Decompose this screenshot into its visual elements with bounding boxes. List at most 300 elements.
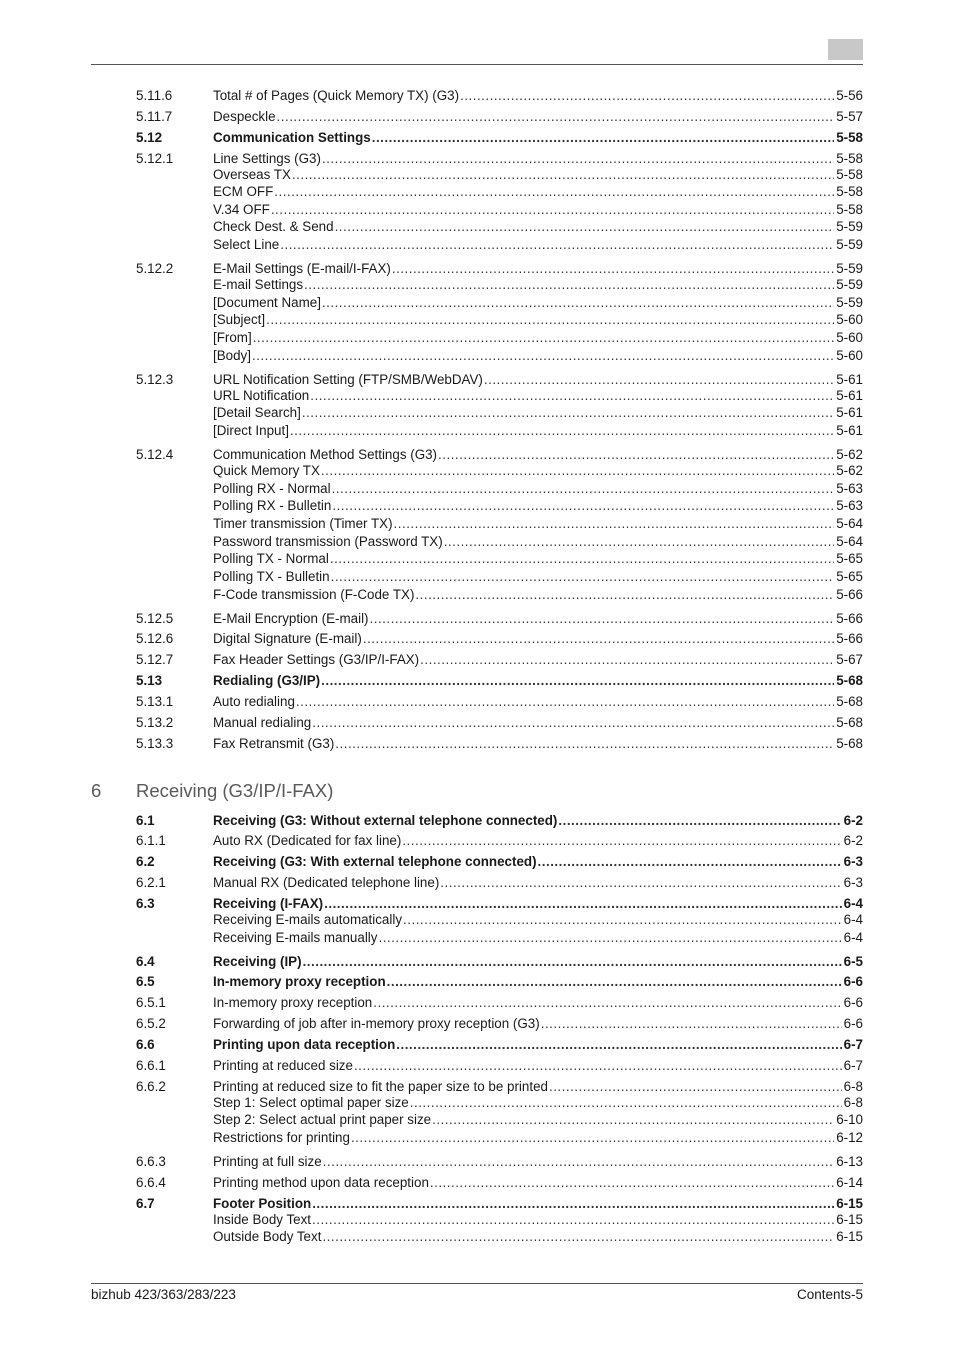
toc-dot-leader — [330, 550, 834, 568]
toc-entry-title: [Body] — [213, 348, 251, 363]
toc-subentry[interactable] — [136, 294, 863, 312]
toc-entry-title: Despeckle — [213, 109, 276, 124]
toc-entry[interactable] — [136, 714, 863, 732]
toc-entry-line — [213, 973, 863, 991]
header-tab-marker — [828, 39, 863, 60]
toc-subentry[interactable] — [136, 568, 863, 586]
toc-entry-title: [Detail Search] — [213, 405, 301, 420]
toc-entry-title: Outside Body Text — [213, 1229, 322, 1244]
toc-entry-line — [213, 1111, 863, 1129]
toc-entry-page: 5-62 — [836, 447, 863, 462]
toc-entry-page: 6-8 — [843, 1095, 863, 1110]
toc-entry-page: 5-58 — [836, 202, 863, 217]
toc-dot-leader — [402, 832, 841, 850]
toc-entry-number: 6.2 — [136, 854, 155, 869]
toc-entry-number: 6.5 — [136, 974, 155, 989]
toc-entry-page: 5-67 — [836, 652, 863, 667]
toc-entry-line — [213, 610, 863, 628]
toc-entry-number: 5.12.2 — [136, 261, 174, 276]
toc-entry-title: E-mail Settings — [213, 277, 304, 292]
toc-entry-line — [213, 294, 863, 312]
toc-entry-line — [213, 387, 863, 405]
toc-entry-title: ECM OFF — [213, 184, 274, 199]
toc-entry-line — [213, 853, 863, 871]
toc-dot-leader — [274, 183, 834, 201]
toc-entry-title: Inside Body Text — [213, 1212, 312, 1227]
toc-entry-number: 5.13 — [136, 673, 163, 688]
toc-entry[interactable] — [136, 1036, 863, 1054]
toc-entry-title: [Direct Input] — [213, 423, 289, 438]
toc-entry-line — [213, 651, 863, 669]
toc-entry-number: 6.5.2 — [136, 1016, 166, 1031]
toc-dot-leader — [290, 422, 834, 440]
toc-entry-line — [213, 714, 863, 732]
toc-entry-number: 6.4 — [136, 954, 155, 969]
toc-subentry[interactable] — [136, 276, 863, 294]
toc-entry-line — [213, 630, 863, 648]
toc-entry[interactable] — [136, 973, 863, 991]
toc-dot-leader — [410, 1094, 842, 1112]
toc-entry-number: 6.6.3 — [136, 1154, 166, 1169]
toc-entry-number: 5.12.7 — [136, 652, 174, 667]
toc-subentry[interactable] — [136, 183, 863, 201]
footer-product-name: bizhub 423/363/283/223 — [91, 1287, 236, 1302]
toc-dot-leader — [322, 294, 834, 312]
toc-entry-page: 5-57 — [836, 109, 863, 124]
toc-entry-line — [213, 497, 863, 515]
toc-entry-line — [213, 108, 863, 126]
toc-entry-page: 6-4 — [843, 930, 863, 945]
toc-entry-page: 5-59 — [836, 277, 863, 292]
toc-entry-title: Password transmission (Password TX) — [213, 534, 443, 549]
toc-entry-page: 5-66 — [836, 611, 863, 626]
toc-dot-leader — [558, 812, 841, 830]
toc-entry-number: 6.7 — [136, 1196, 155, 1211]
toc-entry-page: 6-4 — [843, 896, 863, 911]
toc-dot-leader — [378, 929, 841, 947]
toc-entry-page: 5-68 — [836, 715, 863, 730]
toc-subentry[interactable] — [136, 462, 863, 480]
toc-entry-number: 6.1 — [136, 813, 155, 828]
toc-entry-title: Printing at reduced size to fit the paper size to be printed — [213, 1079, 548, 1094]
toc-dot-leader — [335, 735, 834, 753]
toc-subentry[interactable] — [136, 166, 863, 184]
toc-entry-line — [213, 586, 863, 604]
toc-entry-page: 5-58 — [836, 167, 863, 182]
toc-entry-page: 5-60 — [836, 330, 863, 345]
toc-dot-leader — [370, 610, 835, 628]
toc-entry-page: 6-15 — [836, 1212, 863, 1227]
toc-entry-line — [213, 832, 863, 850]
toc-dot-leader — [296, 693, 834, 711]
toc-entry-page: 6-4 — [843, 912, 863, 927]
toc-dot-leader — [430, 1174, 834, 1192]
toc-dot-leader — [312, 714, 834, 732]
toc-entry-page: 5-68 — [836, 673, 863, 688]
toc-entry-title: Printing upon data reception — [213, 1037, 396, 1052]
toc-entry-line — [213, 874, 863, 892]
toc-entry-number: 6.6.1 — [136, 1058, 166, 1073]
toc-entry-line — [213, 515, 863, 533]
toc-dot-leader — [277, 108, 835, 126]
toc-subentry[interactable] — [136, 422, 863, 440]
toc-entry-page: 5-61 — [836, 423, 863, 438]
toc-entry-page: 6-6 — [843, 1016, 863, 1031]
toc-entry-page: 5-66 — [836, 587, 863, 602]
toc-entry-number: 6.2.1 — [136, 875, 166, 890]
toc-entry-title: Manual redialing — [213, 715, 312, 730]
toc-entry-number: 6.3 — [136, 896, 155, 911]
toc-entry[interactable] — [136, 853, 863, 871]
toc-entry-line — [213, 201, 863, 219]
toc-entry[interactable] — [136, 832, 863, 850]
toc-entry-title: Communication Settings — [213, 130, 371, 145]
toc-entry-number: 5.12.3 — [136, 372, 174, 387]
toc-dot-leader — [323, 1153, 835, 1171]
toc-entry-line — [213, 1228, 863, 1246]
toc-entry-title: Receiving (G3: Without external telephone connected) — [213, 813, 558, 828]
toc-entry-line — [213, 329, 863, 347]
toc-entry-line — [213, 911, 863, 929]
toc-entry-title: Polling RX - Bulletin — [213, 498, 332, 513]
toc-entry-page: 5-61 — [836, 388, 863, 403]
toc-entry-number: 5.12.1 — [136, 151, 174, 166]
toc-entry-page: 5-56 — [836, 88, 863, 103]
toc-entry-line — [213, 404, 863, 422]
toc-dot-leader — [440, 874, 841, 892]
toc-dot-leader — [310, 387, 834, 405]
toc-entry-page: 5-66 — [836, 631, 863, 646]
toc-entry-page: 6-8 — [843, 1079, 863, 1094]
toc-entry-line — [213, 218, 863, 236]
toc-entry-line — [213, 87, 863, 105]
toc-entry-number: 5.11.7 — [136, 109, 173, 124]
toc-entry-number: 5.12 — [136, 130, 163, 145]
toc-entry-title: Printing at reduced size — [213, 1058, 353, 1073]
toc-entry-line — [213, 129, 863, 147]
toc-entry-title: Auto redialing — [213, 694, 295, 709]
toc-entry[interactable] — [136, 812, 863, 830]
toc-dot-leader — [321, 462, 834, 480]
toc-entry-title: E-Mail Encryption (E-mail) — [213, 611, 369, 626]
toc-entry-number: 5.13.2 — [136, 715, 174, 730]
toc-subentry[interactable] — [136, 1211, 863, 1229]
toc-dot-leader — [303, 953, 842, 971]
toc-subentry[interactable] — [136, 347, 863, 365]
toc-entry-title: Receiving E-mails manually — [213, 930, 378, 945]
toc-entry-title: Quick Memory TX — [213, 463, 320, 478]
toc-entry-line — [213, 480, 863, 498]
toc-subentry[interactable] — [136, 497, 863, 515]
toc-dot-leader — [322, 1228, 834, 1246]
toc-entry-page: 6-2 — [843, 813, 863, 828]
toc-entry-page: 5-61 — [836, 405, 863, 420]
toc-entry-number: 5.12.4 — [136, 447, 174, 462]
toc-entry-page: 6-6 — [843, 995, 863, 1010]
toc-entry-page: 6-2 — [843, 833, 863, 848]
chapter-title: Receiving (G3/IP/I-FAX) — [136, 780, 334, 801]
toc-entry-number: 5.13.3 — [136, 736, 174, 751]
toc-dot-leader — [292, 166, 834, 184]
toc-entry-page: 5-62 — [836, 463, 863, 478]
toc-entry-page: 5-63 — [836, 481, 863, 496]
toc-entry-number: 5.11.6 — [136, 88, 173, 103]
toc-entry-line — [213, 735, 863, 753]
toc-entry[interactable] — [136, 1174, 863, 1192]
toc-entry-page: 5-59 — [836, 219, 863, 234]
toc-entry-page: 6-14 — [836, 1175, 863, 1190]
toc-entry-number: 6.1.1 — [136, 833, 166, 848]
toc-entry-title: Step 2: Select actual print paper size — [213, 1112, 432, 1127]
toc-subentry[interactable] — [136, 404, 863, 422]
footer-page-label: Contents-5 — [796, 1287, 863, 1302]
toc-subentry[interactable] — [136, 586, 863, 604]
toc-entry-title: Receiving (G3: With external telephone connected) — [213, 854, 537, 869]
toc-entry[interactable] — [136, 735, 863, 753]
toc-entry-line — [213, 311, 863, 329]
toc-dot-leader — [302, 404, 834, 422]
toc-entry-line — [213, 1174, 863, 1192]
toc-entry-line — [213, 422, 863, 440]
toc-entry-title: In-memory proxy reception — [213, 995, 373, 1010]
toc-dot-leader — [312, 1211, 834, 1229]
toc-dot-leader — [396, 1036, 841, 1054]
toc-entry-line — [213, 550, 863, 568]
toc-entry-title: F-Code transmission (F-Code TX) — [213, 587, 415, 602]
toc-entry-title: Redialing (G3/IP) — [213, 673, 321, 688]
toc-entry[interactable] — [136, 874, 863, 892]
toc-subentry[interactable] — [136, 387, 863, 405]
toc-entry-title: E-Mail Settings (E-mail/I-FAX) — [213, 261, 391, 276]
header-rule — [91, 64, 863, 65]
toc-entry-line — [213, 347, 863, 365]
toc-entry-line — [213, 1015, 863, 1033]
toc-subentry[interactable] — [136, 550, 863, 568]
toc-entry-number: 6.6.4 — [136, 1175, 166, 1190]
toc-dot-leader — [331, 568, 835, 586]
toc-entry-title: Receiving (IP) — [213, 954, 302, 969]
toc-entry-title: Check Dest. & Send — [213, 219, 334, 234]
toc-entry-title: Manual RX (Dedicated telephone line) — [213, 875, 440, 890]
toc-dot-leader — [304, 276, 834, 294]
toc-dot-leader — [444, 533, 834, 551]
toc-subentry[interactable] — [136, 201, 863, 219]
toc-entry-line — [213, 1057, 863, 1075]
toc-dot-leader — [266, 311, 834, 329]
toc-entry-page: 5-68 — [836, 736, 863, 751]
toc-entry[interactable] — [136, 1153, 863, 1171]
toc-entry-line — [213, 533, 863, 551]
toc-dot-leader — [538, 853, 842, 871]
toc-entry-title: Line Settings (G3) — [213, 151, 321, 166]
toc-entry[interactable] — [136, 129, 863, 147]
toc-entry-page: 6-3 — [843, 854, 863, 869]
footer-rule — [91, 1283, 863, 1284]
toc-dot-leader — [363, 630, 834, 648]
toc-entry[interactable] — [136, 651, 863, 669]
toc-entry[interactable] — [136, 994, 863, 1012]
toc-dot-leader — [332, 497, 834, 515]
toc-subentry[interactable] — [136, 911, 863, 929]
toc-entry-line — [213, 1094, 863, 1112]
toc-dot-leader — [354, 1057, 842, 1075]
toc-entry-number: 6.5.1 — [136, 995, 166, 1010]
toc-entry-title: URL Notification Setting (FTP/SMB/WebDAV) — [213, 372, 483, 387]
toc-entry-title: Forwarding of job after in-memory proxy reception (G3) — [213, 1016, 540, 1031]
toc-entry-title: Communication Method Settings (G3) — [213, 447, 438, 462]
toc-entry-line — [213, 693, 863, 711]
toc-dot-leader — [372, 129, 834, 147]
toc-entry-title: Receiving E-mails automatically — [213, 912, 403, 927]
toc-dot-leader — [420, 651, 834, 669]
toc-dot-leader — [432, 1111, 834, 1129]
toc-entry-line — [213, 1129, 863, 1147]
toc-entry-title: Polling TX - Normal — [213, 551, 329, 566]
toc-dot-leader — [280, 236, 834, 254]
toc-entry-title: Overseas TX — [213, 167, 291, 182]
toc-entry-page: 5-61 — [836, 372, 863, 387]
toc-entry-title: Polling TX - Bulletin — [213, 569, 330, 584]
toc-entry-number: 5.12.6 — [136, 631, 174, 646]
toc-entry-page: 5-65 — [836, 569, 863, 584]
toc-entry-title: Step 1: Select optimal paper size — [213, 1095, 409, 1110]
toc-entry-title: Printing method upon data reception — [213, 1175, 429, 1190]
toc-subentry[interactable] — [136, 1094, 863, 1112]
toc-subentry[interactable] — [136, 1111, 863, 1129]
toc-entry-page: 5-65 — [836, 551, 863, 566]
toc-dot-leader — [373, 994, 841, 1012]
toc-dot-leader — [351, 1129, 834, 1147]
toc-entry-number: 6.6 — [136, 1037, 155, 1052]
toc-entry-line — [213, 994, 863, 1012]
toc-entry-page: 6-10 — [836, 1112, 863, 1127]
toc-dot-leader — [394, 515, 835, 533]
toc-subentry[interactable] — [136, 236, 863, 254]
toc-entry-page: 6-5 — [843, 954, 863, 969]
toc-entry-line — [213, 672, 863, 690]
toc-entry-page: 5-64 — [836, 534, 863, 549]
toc-entry-title: [Document Name] — [213, 295, 321, 310]
toc-entry[interactable] — [136, 1057, 863, 1075]
toc-entry-number: 5.12.5 — [136, 611, 174, 626]
toc-entry-title: Fax Retransmit (G3) — [213, 736, 335, 751]
toc-entry-title: V.34 OFF — [213, 202, 270, 217]
toc-entry-line — [213, 812, 863, 830]
toc-entry-title: In-memory proxy reception — [213, 974, 386, 989]
toc-entry-page: 5-59 — [836, 261, 863, 276]
toc-entry-page: 5-60 — [836, 312, 863, 327]
toc-subentry[interactable] — [136, 218, 863, 236]
toc-subentry[interactable] — [136, 1228, 863, 1246]
toc-entry-title: Receiving (I-FAX) — [213, 896, 324, 911]
toc-entry-page: 5-58 — [836, 184, 863, 199]
toc-entry-line — [213, 1211, 863, 1229]
toc-entry-title: Select Line — [213, 237, 280, 252]
toc-dot-leader — [460, 87, 834, 105]
toc-subentry[interactable] — [136, 480, 863, 498]
toc-entry-line — [213, 568, 863, 586]
toc-entry-line — [213, 183, 863, 201]
toc-entry-title: Total # of Pages (Quick Memory TX) (G3) — [213, 88, 460, 103]
toc-entry-page: 6-3 — [843, 875, 863, 890]
toc-entry-page: 6-6 — [843, 974, 863, 989]
toc-entry-page: 6-7 — [843, 1037, 863, 1052]
toc-entry[interactable] — [136, 87, 863, 105]
toc-dot-leader — [252, 347, 834, 365]
toc-dot-leader — [335, 218, 835, 236]
toc-entry-line — [213, 1036, 863, 1054]
toc-entry-title: Restrictions for printing — [213, 1130, 350, 1145]
toc-dot-leader — [271, 201, 834, 219]
toc-entry-title: URL Notification — [213, 388, 310, 403]
toc-subentry[interactable] — [136, 311, 863, 329]
toc-entry[interactable] — [136, 953, 863, 971]
toc-dot-leader — [253, 329, 835, 347]
toc-entry-number: 6.6.2 — [136, 1079, 166, 1094]
toc-entry-title: Fax Header Settings (G3/IP/I-FAX) — [213, 652, 420, 667]
toc-entry[interactable] — [136, 630, 863, 648]
toc-entry-page: 5-59 — [836, 295, 863, 310]
toc-subentry[interactable] — [136, 533, 863, 551]
toc-dot-leader — [332, 480, 835, 498]
toc-entry-page: 6-13 — [836, 1154, 863, 1169]
toc-entry-page: 5-64 — [836, 516, 863, 531]
toc-entry-page: 5-60 — [836, 348, 863, 363]
toc-dot-leader — [415, 586, 834, 604]
toc-dot-leader — [387, 973, 842, 991]
toc-subentry[interactable] — [136, 1129, 863, 1147]
toc-entry-line — [213, 929, 863, 947]
toc-entry-title: [Subject] — [213, 312, 266, 327]
toc-entry-line — [213, 953, 863, 971]
toc-entry-title: Auto RX (Dedicated for fax line) — [213, 833, 402, 848]
toc-entry-page: 5-68 — [836, 694, 863, 709]
toc-entry-title: Timer transmission (Timer TX) — [213, 516, 393, 531]
toc-entry-title: Digital Signature (E-mail) — [213, 631, 362, 646]
toc-entry-line — [213, 462, 863, 480]
toc-dot-leader — [541, 1015, 842, 1033]
toc-entry-page: 6-7 — [843, 1058, 863, 1073]
toc-entry-line — [213, 236, 863, 254]
toc-entry-page: 5-58 — [836, 130, 863, 145]
toc-entry-title: [From] — [213, 330, 252, 345]
toc-entry[interactable] — [136, 693, 863, 711]
toc-entry-title: Printing at full size — [213, 1154, 322, 1169]
toc-entry-page: 6-15 — [836, 1196, 863, 1211]
toc-subentry[interactable] — [136, 929, 863, 947]
toc-dot-leader — [321, 672, 834, 690]
toc-entry-page: 5-59 — [836, 237, 863, 252]
toc-entry[interactable] — [136, 672, 863, 690]
toc-entry-title: Polling RX - Normal — [213, 481, 331, 496]
toc-subentry[interactable] — [136, 515, 863, 533]
toc-entry-page: 5-58 — [836, 151, 863, 166]
toc-entry[interactable] — [136, 108, 863, 126]
toc-entry-title: Footer Position — [213, 1196, 312, 1211]
chapter-number: 6 — [91, 780, 102, 801]
toc-dot-leader — [403, 911, 842, 929]
toc-entry-line — [213, 1153, 863, 1171]
toc-entry-line — [213, 166, 863, 184]
toc-entry-line — [213, 276, 863, 294]
toc-entry-number: 5.13.1 — [136, 694, 174, 709]
toc-entry[interactable] — [136, 610, 863, 628]
toc-entry-page: 5-63 — [836, 498, 863, 513]
toc-entry-page: 6-12 — [836, 1130, 863, 1145]
toc-entry[interactable] — [136, 1015, 863, 1033]
toc-entry-page: 6-15 — [836, 1229, 863, 1244]
toc-subentry[interactable] — [136, 329, 863, 347]
